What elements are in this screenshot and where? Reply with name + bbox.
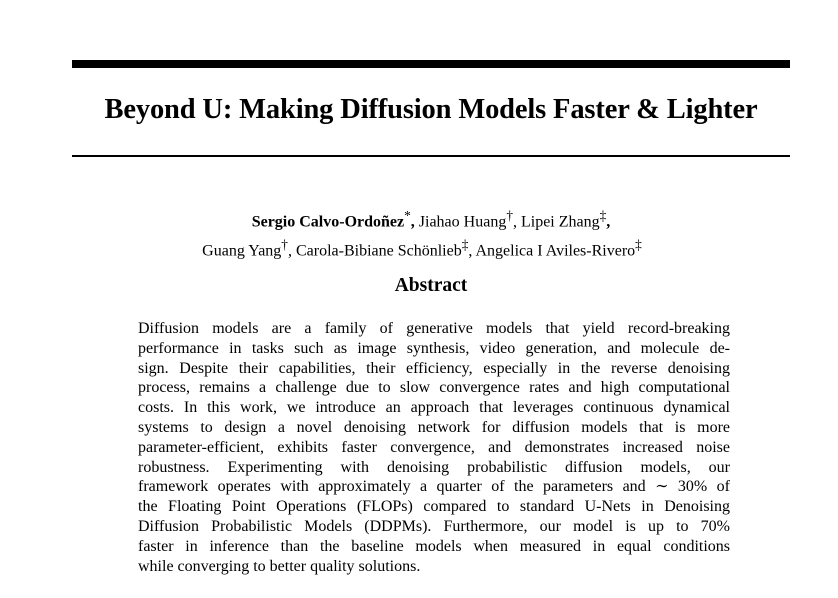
author-separator: , [606, 213, 611, 231]
abstract-line: Diffusion models are a family of generative models that yield record-breaking [138, 320, 730, 337]
abstract-line: costs. In this work, we introduce an approach that leverages continuous dynamical [138, 399, 730, 417]
abstract-heading: Abstract [394, 275, 468, 296]
author-separator: , [410, 213, 419, 231]
abstract-line: performance in tasks such as image synthesis, video generation, and molecule de- [138, 339, 730, 357]
author-line-2 [54, 233, 790, 262]
affiliation-mark: * [404, 208, 411, 223]
author-separator: , [287, 242, 296, 260]
affiliation-mark: † [506, 208, 513, 223]
abstract-line: the Floating Point Operations (FLOPs) compared to standard U-Nets in Denoising [138, 498, 730, 516]
affiliation-mark: † [281, 237, 288, 253]
author-separator: , [512, 213, 521, 231]
title-top-rule [72, 60, 790, 68]
author-block [72, 204, 790, 263]
abstract-line: faster in inference than the baseline models when measured in equal conditions [138, 537, 730, 555]
affiliation-mark: ‡ [599, 208, 607, 223]
abstract-line: process, remains a challenge due to slow convergence rates and high computational [138, 379, 730, 397]
author-separator: , [468, 242, 476, 260]
abstract-line: systems to design a novel denoising network for diffusion models that is more [138, 418, 730, 436]
abstract-line: parameter-efficient, exhibits faster convergence, and demonstrates increased noise [138, 438, 730, 456]
abstract-line: framework operates with approximately a quarter of the parameters and ∼ 30% of [138, 478, 730, 496]
abstract-line: robustness. Experimenting with denoising probabilistic diffusion models, our [138, 458, 730, 476]
abstract-line: sign. Despite their capabilities, their efficiency, especially in the reverse denoising [138, 359, 730, 377]
author-name: Lipei Zhang [520, 213, 600, 231]
abstract-line: Diffusion Probabilistic Models (DDPMs). Furthermore, our model is up to 70% [138, 517, 730, 535]
affiliation-mark: ‡ [461, 237, 469, 253]
title-bottom-rule [72, 155, 790, 157]
abstract-line: while converging to better quality solutions. [138, 557, 421, 575]
affiliation-mark: ‡ [635, 237, 642, 253]
author-name: Sergio Calvo-Ordoñez [251, 213, 405, 231]
author-name: Carola-Bibiane Schönlieb [295, 242, 462, 260]
paper-title: Beyond U: Making Diffusion Models Faster & Lighter [104, 94, 758, 125]
author-name: Angelica I Aviles-Rivero [475, 242, 636, 260]
author-name: Guang Yang [202, 242, 282, 260]
abstract-body [138, 319, 730, 576]
author-line-1 [72, 204, 790, 233]
author-name: Jiahao Huang [418, 213, 507, 231]
